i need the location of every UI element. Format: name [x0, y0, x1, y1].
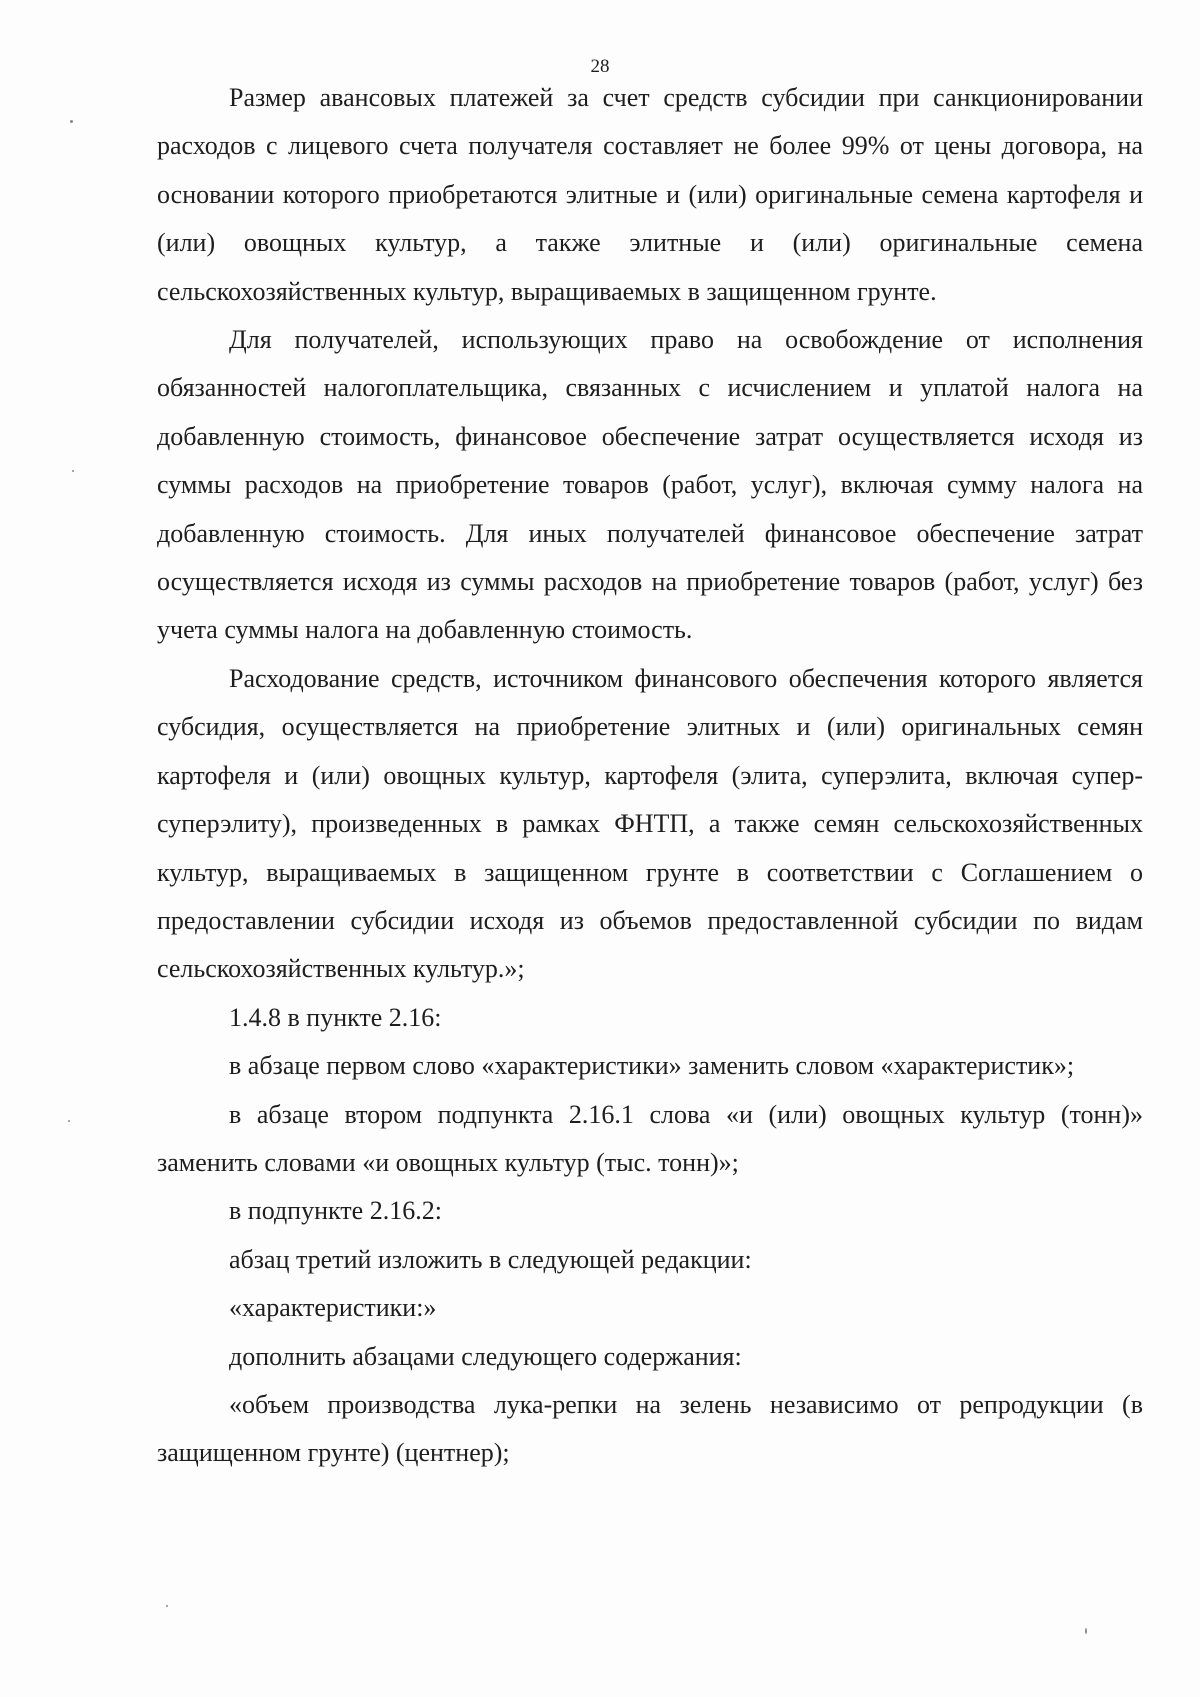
paragraph-add-abzacs: дополнить абзацами следующего содержания: — [229, 1341, 742, 1371]
document-body — [157, 74, 1143, 1478]
paragraph-onion-volume: «объем производства лука-репки на зелень независимо от репродукции (в защищенном грунте) (центнер); — [157, 1389, 1143, 1468]
scan-speck — [166, 1605, 168, 1607]
paragraph-vat-exemption: Для получателей, использующих право на освобождение от исполнения обязанностей налогоплательщика, связанных с исчислением и уплатой налога на добавленную стоимость, финансовое обеспечение затрат осуществляется исходя из суммы расходов на приобретение товаров (работ, услуг), включая сумму налога на добавленную стоимость. Для иных получателей финансовое обеспечение затрат осуществляется исходя из суммы расходов на приобретение товаров (работ, услуг) без учета суммы налога на добавленную стоимость. — [157, 325, 1143, 645]
paragraph-characteristics: «характеристики:» — [229, 1293, 437, 1323]
page-number: 28 — [590, 56, 610, 77]
scan-speck — [68, 1120, 70, 1122]
scan-speck — [1085, 1628, 1087, 1634]
paragraph-item-1-4-8: 1.4.8 в пункте 2.16: — [229, 1002, 442, 1032]
paragraph-first-abzac-change: в абзаце первом слово «характеристики» заменить словом «характеристик»; — [229, 1051, 1075, 1081]
paragraph-subitem-2-16-2: в подпункте 2.16.2: — [229, 1196, 442, 1226]
paragraph-spending-of-funds: Расходование средств, источником финансового обеспечения которого является субсидия, осуществляется на приобретение элитных и (или) оригинальных семян картофеля и (или) овощных культур, картофеля (элита, суперэлита, включая супер-суперэлиту), произведенных в рамках ФНТП, а также семян сельскохозяйственных культур, выращиваемых в защищенном грунте в соответствии с Соглашением о предоставлении субсидии исходя из объемов предоставленной субсидии по видам сельскохозяйственных культур.»; — [157, 663, 1143, 984]
paragraph-third-abzac-edit: абзац третий изложить в следующей редакции: — [229, 1244, 752, 1274]
scan-speck — [72, 470, 74, 472]
scan-speck — [70, 120, 73, 123]
paragraph-second-abzac-change: в абзаце втором подпункта 2.16.1 слова «и (или) овощных культур (тонн)» заменить словами «и овощных культур (тыс. тонн)»; — [157, 1099, 1143, 1177]
paragraph-advance-payments: Размер авансовых платежей за счет средств субсидии при санкционировании расходов с лицевого счета получателя составляет не более 99% от цены договора, на основании которого приобретаются элитные и (или) оригинальные семена картофеля и (или) овощных культур, а также элитные и (или) оригинальные семена сельскохозяйственных культур, выращиваемых в защищенном грунте. — [157, 83, 1143, 306]
